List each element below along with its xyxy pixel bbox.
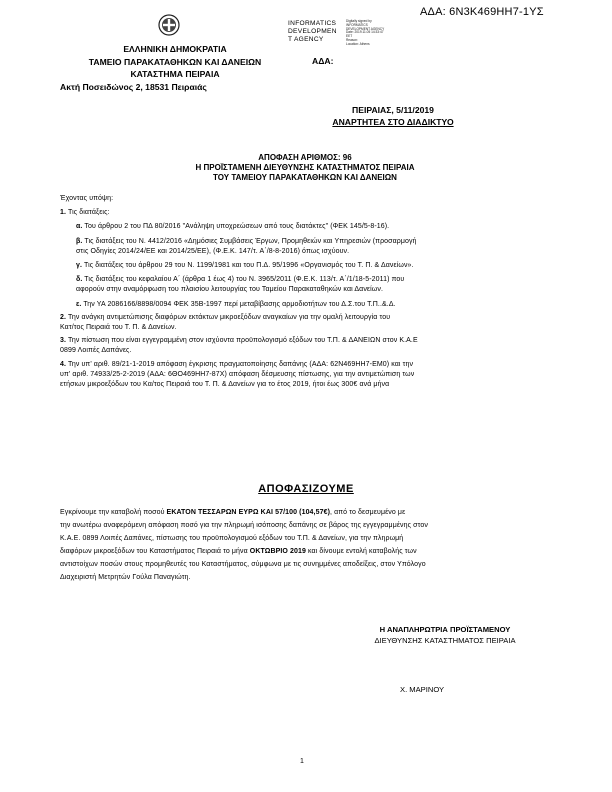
item-number: 3.: [60, 337, 67, 345]
subitem-c: [60, 261, 552, 271]
signature-stamp-details: [346, 20, 384, 47]
subitem-text: Του άρθρου 2 του ΠΔ 80/2016 "Ανάληψη υποχρεώσεων από τους διατάκτες" (ΦΕΚ 145/5-8-16).: [82, 223, 390, 231]
item-4-cont: υπ' αριθ. 74933/25-2-2019 (ΑΔΑ: 6ΘΟ469ΗΗ7-87Χ) απόφαση δέσμευσης πίστωσης, για την αντιμετώπιση των: [60, 370, 415, 378]
stamp-detail: Digitally signed by: [346, 19, 372, 23]
considerations: [60, 194, 552, 390]
place-date-block: [328, 104, 458, 128]
stamp-detail: Reason:: [346, 37, 358, 42]
item-text: Την υπ' αριθ. 89/21-1-2019 απόφαση έγκρισης πραγματοποίησης δαπάνης (ΑΔΑ: 62Ν469ΗΗ7-ΕΜ0) και την: [66, 360, 414, 368]
decision-line: Διαχειριστή Μετρητών Γούλα Παναγιώτη.: [60, 574, 191, 581]
decision-line: Κ.Α.Ε. 0899 Λοιπές Δαπάνες, πίστωσης του προϋπολογισμού εξόδων του Τ.Π. & Δανείων, για την πληρωμή: [60, 535, 404, 542]
decide-heading: ΑΠΟΦΑΣΙΖΟΥΜΕ: [258, 483, 354, 495]
subitem-label: ε.: [76, 300, 82, 308]
item-number: 4.: [60, 360, 67, 368]
signature-subtitle: ΔΙΕΥΘΥΝΣΗΣ ΚΑΤΑΣΤΗΜΑΤΟΣ ΠΕΙΡΑΙΑ: [374, 636, 516, 645]
stamp-detail: Date: 2019.11.05 14:33:47: [346, 30, 384, 35]
subitem-label: γ.: [76, 262, 83, 270]
header-line: ΤΑΜΕΙΟ ΠΑΡΑΚΑΤΑΘΗΚΩΝ ΚΑΙ ΔΑΝΕΙΩΝ: [88, 56, 262, 67]
decision-text: , από το δεσμευμένο με: [330, 509, 406, 516]
decision-number: ΑΠΟΦΑΣΗ ΑΡΙΘΜΟΣ: 96: [258, 153, 352, 162]
page-number: 1: [300, 758, 304, 765]
signature-title: Η ΑΝΑΠΛΗΡΩΤΡΙΑ ΠΡΟΪΣΤΑΜΕΝΟΥ: [379, 625, 511, 634]
decision-line: ΤΟΥ ΤΑΜΕΙΟΥ ΠΑΡΑΚΑΤΑΘΗΚΩΝ ΚΑΙ ΔΑΝΕΙΩΝ: [213, 173, 397, 182]
stamp-line: T AGENCY: [288, 35, 324, 43]
decision-line: Η ΠΡΟΪΣΤΑΜΕΝΗ ΔΙΕΥΘΥΝΣΗΣ ΚΑΤΑΣΤΗΜΑΤΟΣ ΠΕΙΡΑΙΑ: [195, 163, 415, 172]
subitem-a: [60, 222, 552, 232]
item-3: [60, 336, 552, 346]
subitem-label: β.: [76, 237, 83, 245]
subitem-d-cont: αφορούν στην αναμόρφωση του πλαισίου λειτουργίας του Ταμείου Παρακαταθηκών και Δανείων.: [76, 286, 384, 294]
stamp-detail: EET: [346, 34, 353, 39]
item-4: [60, 360, 552, 370]
issuer-header: [60, 43, 320, 93]
signer-name: Χ. ΜΑΡΙΝΟΥ: [400, 685, 445, 694]
item-text: Τις διατάξεις:: [67, 209, 110, 217]
item-2-cont: Κατ/τος Πειραιά του Τ. Π. & Δανείων.: [60, 324, 177, 332]
subitem-b-cont: στις Οδηγίες 2014/24/ΕΕ και 2014/25/ΕΕ), (Φ.Ε.Κ. 147/τ. Α΄/8-8-2016) όπως ισχύουν.: [76, 247, 350, 255]
item-text: Την πίστωση που είναι εγγεγραμμένη στον ισχύοντα προϋπολογισμό εξόδων του Τ.Π. & ΔΑΝΕΙΩΝ στον Κ.Α.Ε: [66, 337, 418, 345]
item-number: 2.: [60, 313, 67, 321]
stamp-line: INFORMATICS: [288, 20, 337, 27]
posted-note: ΑΝΑΡΤΗΤΕΑ ΣΤΟ ΔΙΑΔΙΚΤΥΟ: [332, 117, 454, 127]
subitem-b: [60, 237, 552, 247]
item-3-cont: 0899 Λοιπές Δαπάνες.: [60, 347, 132, 355]
subitem-text: Τις διατάξεις του άρθρου 29 του Ν. 1199/1981 και του Π.Δ. 95/1996 «Οργανισμός του Τ. Π. & Δανείων».: [82, 262, 414, 270]
subitem-text: Την ΥΑ 2086166/8898/0094 ΦΕΚ 35Β-1997 περί μεταβίβασης αρμοδιοτήτων του Δ.Σ.του Τ.Π..&.Δ.: [81, 300, 396, 308]
stamp-detail: INFORMATICS: [346, 22, 368, 27]
decision-title: [140, 153, 470, 183]
item-1: 1. Τις διατάξεις:: [60, 209, 110, 217]
amount: ΕΚΑΤΟΝ ΤΕΣΣΑΡΩΝ ΕΥΡΩ ΚΑΙ 57/100 (104,57€): [166, 509, 331, 516]
item-4-cont: ετήσιων μικροεξόδων του Κα/τος Πειραιά του Τ. Π. & Δανείων για το έτος 2019, ήτοι έως 300€ ανά μήνα: [60, 381, 390, 389]
header-address: Ακτή Ποσειδώνος 2, 18531 Πειραιάς: [60, 81, 207, 92]
subitem-text: Τις διατάξεις του κεφαλαίου Α΄ (άρθρα 1 έως 4) του Ν. 3965/2011 (Φ.Ε.Κ. 113/τ. Α΄/1/18-5-2011) που: [82, 276, 405, 284]
decision-line: αντιστοίχων ποσών στους προμηθευτές του Καταστήματος, σύμφωνα με τις συνημμένες αποδείξεις, στον Υπόλογο: [60, 561, 426, 568]
subitem-text: Τις διατάξεις του Ν. 4412/2016 «Δημόσιες Συμβάσεις Έργων, Προμηθειών και Υπηρεσιών (προσαρμογή: [82, 237, 417, 245]
decision-para: [60, 506, 552, 519]
stamp-line: DEVELOPMEN: [288, 27, 337, 35]
month: ΟΚΤΩΒΡΙΟ 2019: [249, 548, 306, 555]
decision-line: την ανωτέρω αναφερόμενη απόφαση ποσό για την πληρωμή ισόποσης δαπάνης σε βάρος της εγγεγραμμένης στον: [60, 522, 428, 529]
decision-body: [60, 506, 552, 584]
having-text: Έχοντας υπόψη:: [60, 195, 114, 202]
subitem-label: α.: [76, 223, 83, 231]
signature-stamp-title: [288, 20, 337, 43]
decision-line: [60, 545, 552, 558]
greek-emblem-icon: [158, 14, 180, 36]
decision-text: και δίνουμε εντολή καταβολής των: [306, 548, 417, 555]
subitem-e: [60, 300, 552, 310]
decision-text: Εγκρίνουμε την καταβολή ποσού: [60, 509, 167, 516]
header-line: ΚΑΤΑΣΤΗΜΑ ΠΕΙΡΑΙΑ: [130, 69, 220, 79]
stamp-detail: Location: Athens: [346, 41, 370, 46]
place-date: ΠΕΙΡΑΙΑΣ, 5/11/2019: [352, 105, 434, 115]
stamp-detail: DEVELOPMENT AGENCY: [346, 26, 385, 31]
subitem-d: [60, 275, 552, 285]
signature-block: [330, 624, 560, 646]
header-line: ΕΛΛΗΝΙΚΗ ΔΗΜΟΚΡΑΤΙΑ: [123, 44, 227, 54]
item-2: [60, 313, 552, 323]
subitem-label: δ.: [76, 276, 83, 284]
item-text: Την ανάγκη αντιμετώπισης διαφόρων εκτάκτων μικροεξόδων αναγκαίων για την ομαλή λειτουργία του: [66, 313, 391, 321]
ada-label: ΑΔΑ:: [312, 56, 334, 66]
decision-text: διαφόρων μικροεξόδων του Καταστήματος Πειραιά το μήνα: [60, 548, 250, 555]
ada-code: ΑΔΑ: 6Ν3Κ469ΗΗ7-1ΥΣ: [420, 6, 544, 18]
